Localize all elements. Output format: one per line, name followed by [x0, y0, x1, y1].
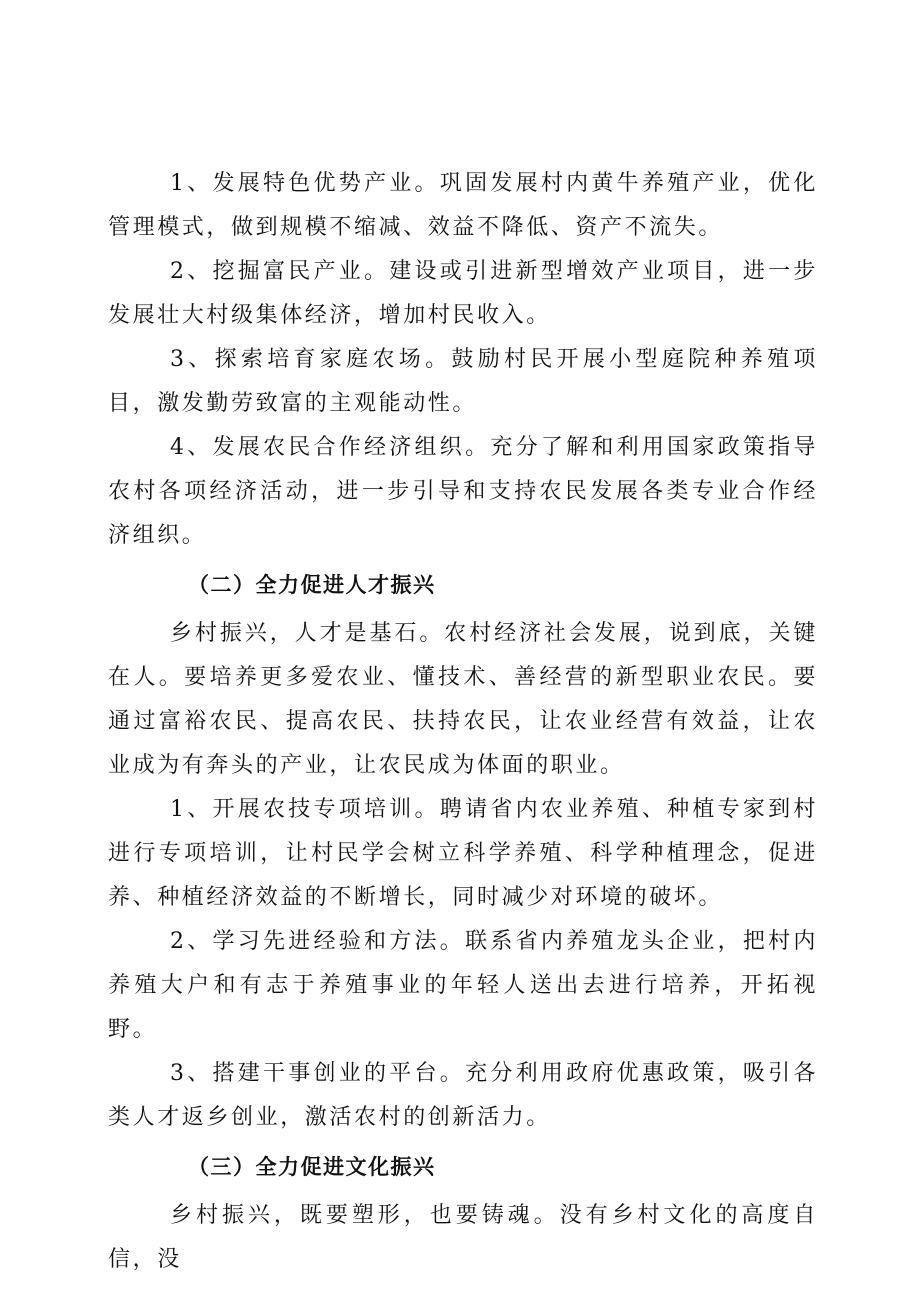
paragraph-talent-3: 3、搭建干事创业的平台。充分利用政府优惠政策，吸引各类人才返乡创业，激活农村的创新活力。 [108, 1061, 818, 1130]
paragraph-talent-intro: 乡村振兴，人才是基石。农村经济社会发展，说到底，关键在人。要培养更多爱农业、懂技术、善经营的新型职业农民。要通过富裕农民、提高农民、扶持农民，让农业经营有效益，让农业成为有奔头的产业，让农民成为体面的职业。 [108, 621, 818, 778]
section-heading-talent: （二）全力促进人才振兴 [188, 573, 436, 597]
paragraph-industry-4: 4、发展农民合作经济组织。充分了解和利用国家政策指导农村各项经济活动，进一步引导和支持农民发展各类专业合作经济组织。 [108, 435, 818, 548]
paragraph-industry-1: 1、发展特色优势产业。巩固发展村内黄牛养殖产业，优化管理模式，做到规模不缩减、效益不降低、资产不流失。 [108, 171, 818, 240]
section-heading-culture: （三）全力促进文化振兴 [188, 1155, 436, 1179]
paragraph-industry-2: 2、挖掘富民产业。建设或引进新型增效产业项目，进一步发展壮大村级集体经济，增加村民收入。 [108, 259, 818, 328]
paragraph-industry-3: 3、探索培育家庭农场。鼓励村民开展小型庭院种养殖项目，激发勤劳致富的主观能动性。 [108, 347, 818, 416]
paragraph-culture-intro: 乡村振兴，既要塑形，也要铸魂。没有乡村文化的高度自信，没 [108, 1203, 818, 1272]
paragraph-talent-1: 1、开展农技专项培训。聘请省内农业养殖、种植专家到村进行专项培训，让村民学会树立科学养殖、科学种植理念，促进养、种植经济效益的不断增长，同时减少对环境的破坏。 [108, 797, 818, 910]
paragraph-talent-2: 2、学习先进经验和方法。联系省内养殖龙头企业，把村内养殖大户和有志于养殖事业的年轻人送出去进行培养，开拓视野。 [108, 929, 818, 1042]
document-body [108, 162, 818, 1282]
